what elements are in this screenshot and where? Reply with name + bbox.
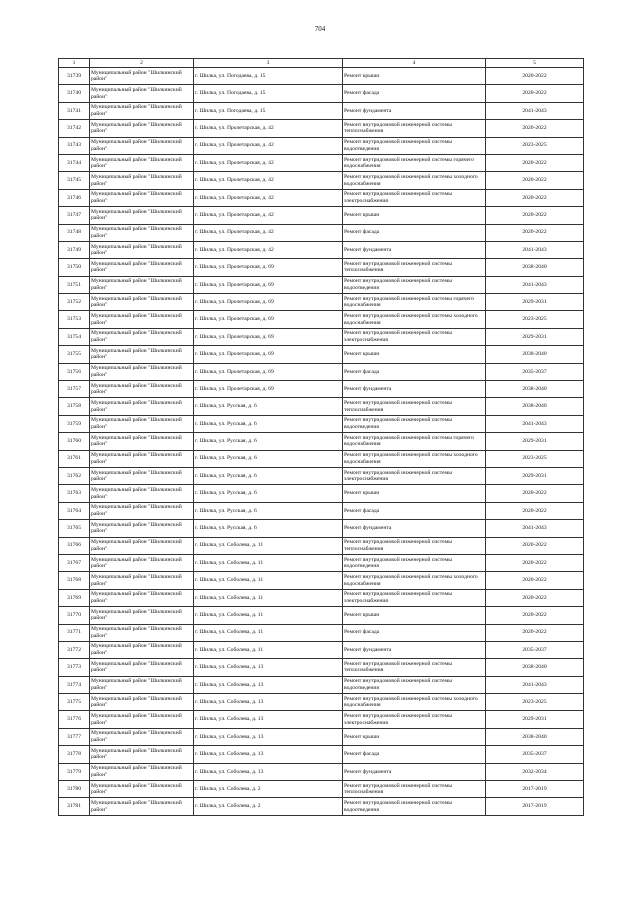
period-cell: 2041-2043 [486, 676, 584, 693]
table-row [59, 259, 584, 276]
period-cell: 2038-2040 [486, 346, 584, 363]
work-type-cell: Ремонт внутридомовой инженерной системы холодного водоснабжения [343, 572, 486, 589]
municipality-cell: Муниципальный район "Шилкинский район" [90, 259, 194, 276]
table-row [59, 589, 584, 606]
row-number-cell: 31739 [59, 68, 90, 85]
address-cell: г. Шилка, ул. Русская, д. 6 [194, 485, 343, 502]
municipality-cell: Муниципальный район "Шилкинский район" [90, 798, 194, 815]
column-header-4: 4 [343, 59, 486, 68]
period-cell: 2041-2043 [486, 102, 584, 119]
period-cell: 2032-2034 [486, 763, 584, 780]
address-cell: г. Шилка, ул. Русская, д. 6 [194, 467, 343, 484]
address-cell: г. Шилка, ул. Соболева, д. 11 [194, 589, 343, 606]
work-type-cell: Ремонт внутридомовой инженерной системы теплоснабжения [343, 120, 486, 137]
address-cell: г. Шилка, ул. Соболева, д. 11 [194, 641, 343, 658]
column-header-2: 2 [90, 59, 194, 68]
row-number-cell: 31744 [59, 154, 90, 171]
table-row [59, 68, 584, 85]
municipality-cell: Муниципальный район "Шилкинский район" [90, 154, 194, 171]
period-cell: 2035-2037 [486, 363, 584, 380]
row-number-cell: 31751 [59, 276, 90, 293]
row-number-cell: 31775 [59, 694, 90, 711]
table-row [59, 154, 584, 171]
table-row [59, 624, 584, 641]
municipality-cell: Муниципальный район "Шилкинский район" [90, 85, 194, 102]
row-number-cell: 31748 [59, 224, 90, 241]
period-cell: 2020-2022 [486, 554, 584, 571]
address-cell: г. Шилка, ул. Пролетарская, д. 42 [194, 154, 343, 171]
period-cell: 2020-2022 [486, 172, 584, 189]
municipality-cell: Муниципальный район "Шилкинский район" [90, 728, 194, 745]
work-type-cell: Ремонт внутридомовой инженерной системы холодного водоснабжения [343, 311, 486, 328]
table-row [59, 676, 584, 693]
address-cell: г. Шилка, ул. Русская, д. 6 [194, 415, 343, 432]
work-type-cell: Ремонт фасада [343, 363, 486, 380]
address-cell: г. Шилка, ул. Соболева, д. 11 [194, 554, 343, 571]
address-cell: г. Шилка, ул. Соболева, д. 13 [194, 711, 343, 728]
row-number-cell: 31764 [59, 502, 90, 519]
row-number-cell: 31746 [59, 189, 90, 206]
municipality-cell: Муниципальный район "Шилкинский район" [90, 467, 194, 484]
work-type-cell: Ремонт крыши [343, 485, 486, 502]
row-number-cell: 31769 [59, 589, 90, 606]
address-cell: г. Шилка, ул. Соболева, д. 11 [194, 572, 343, 589]
period-cell: 2020-2022 [486, 68, 584, 85]
table-row [59, 537, 584, 554]
municipality-cell: Муниципальный район "Шилкинский район" [90, 711, 194, 728]
municipality-cell: Муниципальный район "Шилкинский район" [90, 415, 194, 432]
period-cell: 2038-2040 [486, 728, 584, 745]
period-cell: 2023-2025 [486, 450, 584, 467]
row-number-cell: 31760 [59, 433, 90, 450]
municipality-cell: Муниципальный район "Шилкинский район" [90, 137, 194, 154]
work-type-cell: Ремонт внутридомовой инженерной системы теплоснабжения [343, 781, 486, 798]
period-cell: 2020-2022 [486, 485, 584, 502]
row-number-cell: 31758 [59, 398, 90, 415]
row-number-cell: 31767 [59, 554, 90, 571]
table-body [59, 68, 584, 816]
period-cell: 2038-2040 [486, 259, 584, 276]
table-row [59, 798, 584, 815]
period-cell: 2020-2022 [486, 207, 584, 224]
address-cell: г. Шилка, ул. Пролетарская, д. 69 [194, 311, 343, 328]
address-cell: г. Шилка, ул. Пролетарская, д. 69 [194, 346, 343, 363]
address-cell: г. Шилка, ул. Пролетарская, д. 42 [194, 120, 343, 137]
column-header-1: 1 [59, 59, 90, 68]
work-type-cell: Ремонт фундамента [343, 763, 486, 780]
municipality-cell: Муниципальный район "Шилкинский район" [90, 381, 194, 398]
table-row [59, 85, 584, 102]
row-number-cell: 31749 [59, 241, 90, 258]
table-row [59, 763, 584, 780]
row-number-cell: 31766 [59, 537, 90, 554]
address-cell: г. Шилка, ул. Пролетарская, д. 69 [194, 363, 343, 380]
period-cell: 2020-2022 [486, 624, 584, 641]
row-number-cell: 31755 [59, 346, 90, 363]
municipality-cell: Муниципальный район "Шилкинский район" [90, 398, 194, 415]
row-number-cell: 31771 [59, 624, 90, 641]
row-number-cell: 31761 [59, 450, 90, 467]
row-number-cell: 31778 [59, 746, 90, 763]
table-row [59, 311, 584, 328]
row-number-cell: 31753 [59, 311, 90, 328]
work-type-cell: Ремонт внутридомовой инженерной системы холодного водоснабжения [343, 694, 486, 711]
municipality-cell: Муниципальный район "Шилкинский район" [90, 746, 194, 763]
work-type-cell: Ремонт крыши [343, 346, 486, 363]
period-cell: 2020-2022 [486, 120, 584, 137]
address-cell: г. Шилка, ул. Погодаева, д. 15 [194, 102, 343, 119]
period-cell: 2023-2025 [486, 694, 584, 711]
repair-schedule-table [58, 58, 584, 816]
period-cell: 2020-2022 [486, 85, 584, 102]
address-cell: г. Шилка, ул. Соболева, д. 13 [194, 659, 343, 676]
row-number-cell: 31770 [59, 607, 90, 624]
work-type-cell: Ремонт внутридомовой инженерной системы водоотведения [343, 276, 486, 293]
row-number-cell: 31750 [59, 259, 90, 276]
table-row [59, 554, 584, 571]
address-cell: г. Шилка, ул. Пролетарская, д. 42 [194, 137, 343, 154]
period-cell: 2020-2022 [486, 607, 584, 624]
municipality-cell: Муниципальный район "Шилкинский район" [90, 485, 194, 502]
row-number-cell: 31757 [59, 381, 90, 398]
row-number-cell: 31745 [59, 172, 90, 189]
address-cell: г. Шилка, ул. Пролетарская, д. 42 [194, 207, 343, 224]
table-row [59, 433, 584, 450]
address-cell: г. Шилка, ул. Соболева, д. 13 [194, 746, 343, 763]
work-type-cell: Ремонт внутридомовой инженерной системы горячего водоснабжения [343, 154, 486, 171]
address-cell: г. Шилка, ул. Русская, д. 6 [194, 433, 343, 450]
address-cell: г. Шилка, ул. Русская, д. 6 [194, 398, 343, 415]
row-number-cell: 31747 [59, 207, 90, 224]
municipality-cell: Муниципальный район "Шилкинский район" [90, 572, 194, 589]
row-number-cell: 31777 [59, 728, 90, 745]
work-type-cell: Ремонт внутридомовой инженерной системы водоотведения [343, 676, 486, 693]
municipality-cell: Муниципальный район "Шилкинский район" [90, 311, 194, 328]
row-number-cell: 31759 [59, 415, 90, 432]
work-type-cell: Ремонт внутридомовой инженерной системы водоотведения [343, 415, 486, 432]
municipality-cell: Муниципальный район "Шилкинский район" [90, 68, 194, 85]
work-type-cell: Ремонт фундамента [343, 241, 486, 258]
work-type-cell: Ремонт фасада [343, 502, 486, 519]
municipality-cell: Муниципальный район "Шилкинский район" [90, 207, 194, 224]
work-type-cell: Ремонт крыши [343, 68, 486, 85]
table-row [59, 467, 584, 484]
address-cell: г. Шилка, ул. Пролетарская, д. 69 [194, 259, 343, 276]
period-cell: 2041-2043 [486, 520, 584, 537]
table-row [59, 659, 584, 676]
row-number-cell: 31763 [59, 485, 90, 502]
work-type-cell: Ремонт крыши [343, 607, 486, 624]
row-number-cell: 31741 [59, 102, 90, 119]
row-number-cell: 31768 [59, 572, 90, 589]
table-row [59, 328, 584, 345]
address-cell: г. Шилка, ул. Погодаева, д. 15 [194, 68, 343, 85]
address-cell: г. Шилка, ул. Соболева, д. 11 [194, 607, 343, 624]
address-cell: г. Шилка, ул. Русская, д. 6 [194, 502, 343, 519]
address-cell: г. Шилка, ул. Русская, д. 6 [194, 520, 343, 537]
period-cell: 2029-2031 [486, 711, 584, 728]
municipality-cell: Муниципальный район "Шилкинский район" [90, 589, 194, 606]
table-row [59, 207, 584, 224]
table-row [59, 415, 584, 432]
table-row [59, 607, 584, 624]
work-type-cell: Ремонт внутридомовой инженерной системы электроснабжения [343, 328, 486, 345]
municipality-cell: Муниципальный район "Шилкинский район" [90, 276, 194, 293]
work-type-cell: Ремонт внутридомовой инженерной системы холодного водоснабжения [343, 450, 486, 467]
municipality-cell: Муниципальный район "Шилкинский район" [90, 241, 194, 258]
work-type-cell: Ремонт фундамента [343, 381, 486, 398]
address-cell: г. Шилка, ул. Русская, д. 6 [194, 450, 343, 467]
address-cell: г. Шилка, ул. Пролетарская, д. 69 [194, 294, 343, 311]
table-row [59, 711, 584, 728]
period-cell: 2020-2022 [486, 154, 584, 171]
municipality-cell: Муниципальный район "Шилкинский район" [90, 224, 194, 241]
period-cell: 2020-2022 [486, 189, 584, 206]
work-type-cell: Ремонт внутридомовой инженерной системы электроснабжения [343, 189, 486, 206]
table-row [59, 363, 584, 380]
table-row [59, 572, 584, 589]
work-type-cell: Ремонт внутридомовой инженерной системы холодного водоснабжения [343, 172, 486, 189]
column-header-5: 5 [486, 59, 584, 68]
period-cell: 2020-2022 [486, 502, 584, 519]
address-cell: г. Шилка, ул. Погодаева, д. 15 [194, 85, 343, 102]
municipality-cell: Муниципальный район "Шилкинский район" [90, 676, 194, 693]
row-number-cell: 31772 [59, 641, 90, 658]
period-cell: 2020-2022 [486, 572, 584, 589]
work-type-cell: Ремонт фасада [343, 85, 486, 102]
row-number-cell: 31774 [59, 676, 90, 693]
period-cell: 2017-2019 [486, 798, 584, 815]
period-cell: 2038-2040 [486, 659, 584, 676]
page-number: 704 [314, 25, 326, 33]
period-cell: 2035-2037 [486, 746, 584, 763]
municipality-cell: Муниципальный район "Шилкинский район" [90, 433, 194, 450]
period-cell: 2020-2022 [486, 537, 584, 554]
row-number-cell: 31773 [59, 659, 90, 676]
work-type-cell: Ремонт фасада [343, 746, 486, 763]
row-number-cell: 31762 [59, 467, 90, 484]
row-number-cell: 31754 [59, 328, 90, 345]
municipality-cell: Муниципальный район "Шилкинский район" [90, 346, 194, 363]
row-number-cell: 31756 [59, 363, 90, 380]
municipality-cell: Муниципальный район "Шилкинский район" [90, 607, 194, 624]
address-cell: г. Шилка, ул. Соболева, д. 13 [194, 694, 343, 711]
municipality-cell: Муниципальный район "Шилкинский район" [90, 537, 194, 554]
work-type-cell: Ремонт внутридомовой инженерной системы горячего водоснабжения [343, 433, 486, 450]
table-row [59, 172, 584, 189]
table-row [59, 189, 584, 206]
row-number-cell: 31765 [59, 520, 90, 537]
municipality-cell: Муниципальный район "Шилкинский район" [90, 641, 194, 658]
work-type-cell: Ремонт крыши [343, 728, 486, 745]
table-header-row [59, 59, 584, 68]
row-number-cell: 31776 [59, 711, 90, 728]
row-number-cell: 31742 [59, 120, 90, 137]
table-row [59, 102, 584, 119]
table-row [59, 641, 584, 658]
row-number-cell: 31781 [59, 798, 90, 815]
address-cell: г. Шилка, ул. Соболева, д. 2 [194, 781, 343, 798]
municipality-cell: Муниципальный район "Шилкинский район" [90, 624, 194, 641]
period-cell: 2029-2031 [486, 294, 584, 311]
work-type-cell: Ремонт внутридомовой инженерной системы водоотведения [343, 137, 486, 154]
table-row [59, 276, 584, 293]
work-type-cell: Ремонт внутридомовой инженерной системы теплоснабжения [343, 398, 486, 415]
address-cell: г. Шилка, ул. Пролетарская, д. 69 [194, 328, 343, 345]
municipality-cell: Муниципальный район "Шилкинский район" [90, 781, 194, 798]
period-cell: 2041-2043 [486, 415, 584, 432]
municipality-cell: Муниципальный район "Шилкинский район" [90, 694, 194, 711]
table-row [59, 120, 584, 137]
address-cell: г. Шилка, ул. Пролетарская, д. 42 [194, 224, 343, 241]
address-cell: г. Шилка, ул. Соболева, д. 13 [194, 763, 343, 780]
work-type-cell: Ремонт внутридомовой инженерной системы электроснабжения [343, 589, 486, 606]
work-type-cell: Ремонт внутридомовой инженерной системы водоотведения [343, 798, 486, 815]
column-header-3: 3 [194, 59, 343, 68]
address-cell: г. Шилка, ул. Пролетарская, д. 42 [194, 172, 343, 189]
period-cell: 2041-2043 [486, 241, 584, 258]
address-cell: г. Шилка, ул. Соболева, д. 11 [194, 537, 343, 554]
work-type-cell: Ремонт внутридомовой инженерной системы электроснабжения [343, 711, 486, 728]
municipality-cell: Муниципальный район "Шилкинский район" [90, 554, 194, 571]
period-cell: 2029-2031 [486, 433, 584, 450]
municipality-cell: Муниципальный район "Шилкинский район" [90, 659, 194, 676]
period-cell: 2020-2022 [486, 589, 584, 606]
municipality-cell: Муниципальный район "Шилкинский район" [90, 102, 194, 119]
period-cell: 2023-2025 [486, 137, 584, 154]
municipality-cell: Муниципальный район "Шилкинский район" [90, 294, 194, 311]
table-row [59, 694, 584, 711]
table-row [59, 520, 584, 537]
address-cell: г. Шилка, ул. Пролетарская, д. 69 [194, 276, 343, 293]
work-type-cell: Ремонт внутридомовой инженерной системы теплоснабжения [343, 659, 486, 676]
municipality-cell: Муниципальный район "Шилкинский район" [90, 172, 194, 189]
address-cell: г. Шилка, ул. Пролетарская, д. 42 [194, 189, 343, 206]
municipality-cell: Муниципальный район "Шилкинский район" [90, 363, 194, 380]
work-type-cell: Ремонт фасада [343, 224, 486, 241]
table-row [59, 398, 584, 415]
row-number-cell: 31743 [59, 137, 90, 154]
address-cell: г. Шилка, ул. Соболева, д. 13 [194, 676, 343, 693]
table-row [59, 746, 584, 763]
work-type-cell: Ремонт внутридомовой инженерной системы теплоснабжения [343, 259, 486, 276]
period-cell: 2041-2043 [486, 276, 584, 293]
work-type-cell: Ремонт фасада [343, 624, 486, 641]
work-type-cell: Ремонт внутридомовой инженерной системы водоотведения [343, 554, 486, 571]
period-cell: 2017-2019 [486, 781, 584, 798]
municipality-cell: Муниципальный район "Шилкинский район" [90, 763, 194, 780]
row-number-cell: 31780 [59, 781, 90, 798]
municipality-cell: Муниципальный район "Шилкинский район" [90, 450, 194, 467]
work-type-cell: Ремонт крыши [343, 207, 486, 224]
address-cell: г. Шилка, ул. Соболева, д. 11 [194, 624, 343, 641]
work-type-cell: Ремонт фундамента [343, 520, 486, 537]
table-row [59, 294, 584, 311]
address-cell: г. Шилка, ул. Пролетарская, д. 42 [194, 241, 343, 258]
table-row [59, 502, 584, 519]
row-number-cell: 31779 [59, 763, 90, 780]
period-cell: 2029-2031 [486, 328, 584, 345]
period-cell: 2038-2040 [486, 398, 584, 415]
municipality-cell: Муниципальный район "Шилкинский район" [90, 189, 194, 206]
period-cell: 2035-2037 [486, 641, 584, 658]
period-cell: 2038-2040 [486, 381, 584, 398]
table-row [59, 485, 584, 502]
work-type-cell: Ремонт внутридомовой инженерной системы горячего водоснабжения [343, 294, 486, 311]
work-type-cell: Ремонт фундамента [343, 102, 486, 119]
work-type-cell: Ремонт внутридомовой инженерной системы теплоснабжения [343, 537, 486, 554]
address-cell: г. Шилка, ул. Пролетарская, д. 69 [194, 381, 343, 398]
table-row [59, 137, 584, 154]
row-number-cell: 31740 [59, 85, 90, 102]
table-row [59, 781, 584, 798]
period-cell: 2029-2031 [486, 467, 584, 484]
work-type-cell: Ремонт фундамента [343, 641, 486, 658]
table-row [59, 224, 584, 241]
table-row [59, 241, 584, 258]
work-type-cell: Ремонт внутридомовой инженерной системы электроснабжения [343, 467, 486, 484]
municipality-cell: Муниципальный район "Шилкинский район" [90, 520, 194, 537]
table-row [59, 450, 584, 467]
municipality-cell: Муниципальный район "Шилкинский район" [90, 120, 194, 137]
period-cell: 2020-2022 [486, 224, 584, 241]
period-cell: 2023-2025 [486, 311, 584, 328]
table-row [59, 346, 584, 363]
table-row [59, 381, 584, 398]
row-number-cell: 31752 [59, 294, 90, 311]
municipality-cell: Муниципальный район "Шилкинский район" [90, 328, 194, 345]
address-cell: г. Шилка, ул. Соболева, д. 2 [194, 798, 343, 815]
municipality-cell: Муниципальный район "Шилкинский район" [90, 502, 194, 519]
table-row [59, 728, 584, 745]
address-cell: г. Шилка, ул. Соболева, д. 13 [194, 728, 343, 745]
